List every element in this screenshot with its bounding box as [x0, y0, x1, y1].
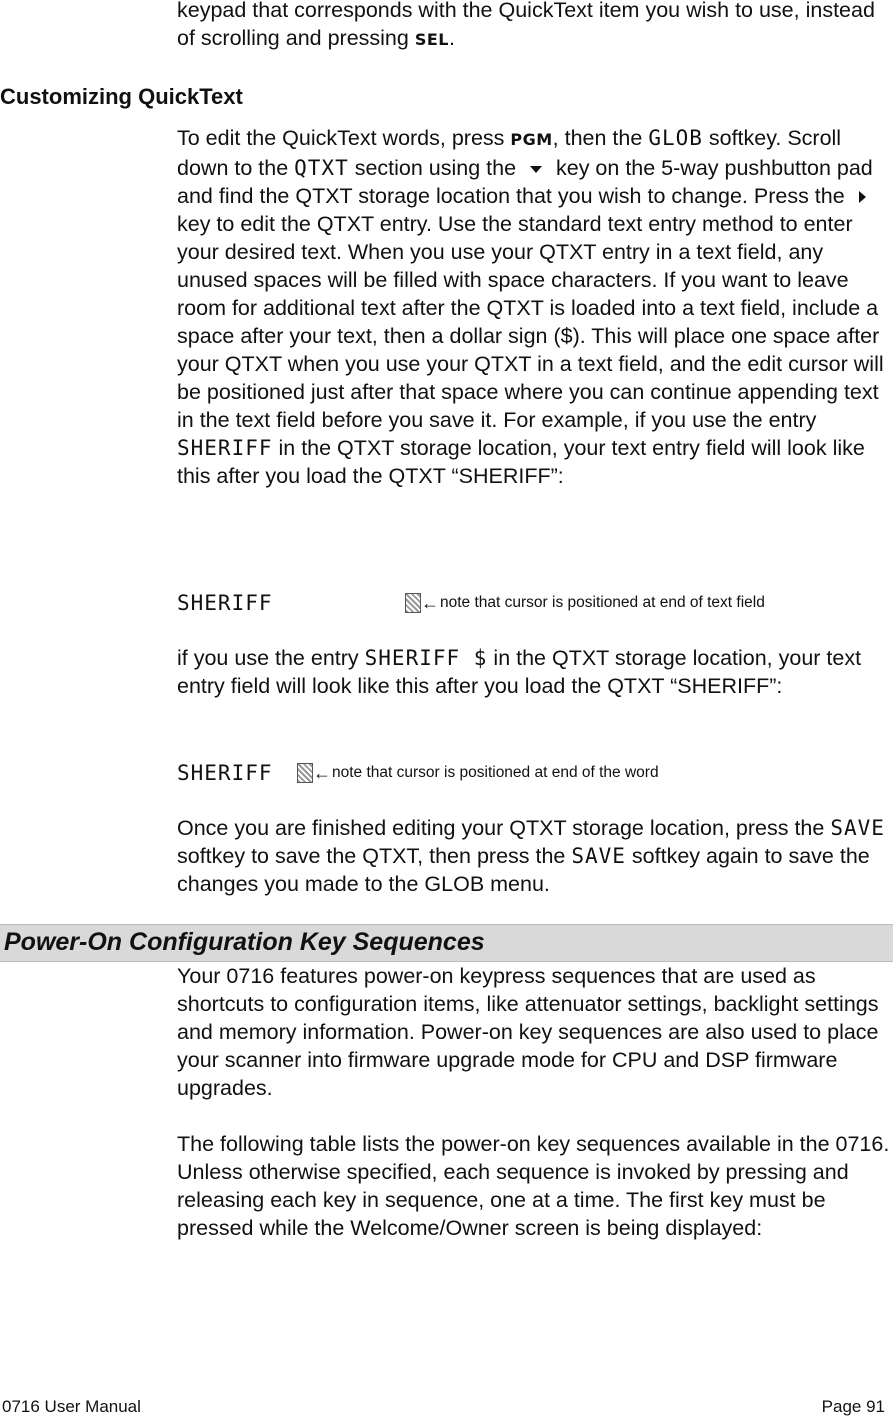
cursor-block-icon — [297, 763, 313, 783]
sheriff-dollar-lcd-label: SHERIFF $ — [364, 646, 488, 670]
cursor-block-icon — [405, 593, 421, 613]
text-run: key on the 5-way pushbutton pad and find the QTXT storage location that you wish to change. Press the — [177, 156, 873, 208]
example-1-lcd-text: SHERIFF — [177, 591, 273, 615]
footer-page-number: Page 91 — [821, 1397, 885, 1416]
glob-lcd-label: GLOB — [648, 126, 703, 150]
power-on-paragraph-2: The following table lists the power-on key sequences available in the 0716. Unless otherwise specified, each sequence is invoked by pressing and releasing each key in sequence, one at a time. The first key must be pressed while the Welcome/Owner screen is being displayed: — [177, 1132, 890, 1240]
left-arrow-icon: ← — [421, 592, 439, 613]
text-run: To edit the QuickText words, press — [177, 126, 511, 150]
text-run: softkey to save the QTXT, then press the — [177, 844, 572, 868]
section-heading-bar — [0, 924, 893, 962]
text-run: key to edit the QTXT entry. Use the standard text entry method to enter your desired text. When you use your QTXT entry in a text field, any unused spaces will be filled with space characters. If you want to leave room for additional text after the QTXT is loaded into a text field, include a space after your text, then a dollar sign ($). This will place one space after your QTXT when you use your QTXT in a text field, and the edit cursor will be positioned just after that space where you can continue appending text in the text field before you save it. For example, if you use the entry — [177, 212, 884, 432]
example-2-lcd-text: SHERIFF — [177, 761, 273, 785]
text-run: , then the — [552, 126, 649, 150]
text-run: Once you are finished editing your QTXT storage location, press the — [177, 816, 831, 840]
pgm-key-label: PGM — [510, 130, 553, 149]
sheriff-lcd-label: SHERIFF — [177, 436, 273, 460]
example-1-note: note that cursor is positioned at end of text field — [440, 594, 765, 611]
text-run: in the QTXT storage location, your text entry field will look like this after you load the QTXT “SHERIFF”: — [177, 646, 862, 698]
example-2-note: note that cursor is positioned at end of the word — [332, 764, 659, 781]
left-arrow-icon: ← — [313, 762, 331, 783]
intro-paragraph — [177, 0, 893, 54]
customizing-paragraph-1 — [177, 124, 893, 490]
customizing-paragraph-2 — [177, 644, 893, 700]
customizing-quicktext-heading: Customizing QuickText — [0, 84, 243, 109]
power-on-heading: Power-On Configuration Key Sequences — [4, 928, 485, 956]
qtxt-lcd-label: QTXT — [294, 156, 349, 180]
text-run: softkey. Scroll down to the — [177, 126, 842, 180]
sel-key-label: SEL — [414, 30, 449, 49]
text-run: section using the — [348, 156, 523, 180]
intro-text: keypad that corresponds with the QuickText item you wish to use, instead of scrolling and pressing — [177, 0, 875, 50]
example-text-field-2 — [177, 758, 659, 788]
footer-manual-title: 0716 User Manual — [2, 1397, 141, 1416]
right-arrow-icon — [859, 191, 866, 203]
customizing-paragraph-3 — [177, 814, 893, 898]
text-run: if you use the entry — [177, 646, 365, 670]
power-on-paragraph-1: Your 0716 features power-on keypress sequences that are used as shortcuts to configuration items, like attenuator settings, backlight settings and memory information. Power-on key sequences are also used to place your scanner into firmware upgrade mode for CPU and DSP firmware upgrades. — [177, 964, 879, 1100]
down-arrow-icon — [530, 166, 542, 173]
text-run: in the QTXT storage location, your text entry field will look like this after you load the QTXT “SHERIFF”: — [177, 436, 865, 488]
example-text-field-1 — [177, 588, 765, 618]
text-run: softkey again to save the changes you made to the GLOB menu. — [177, 844, 870, 896]
save-lcd-label: SAVE — [571, 844, 626, 868]
intro-period: . — [448, 26, 455, 50]
save-lcd-label: SAVE — [830, 816, 885, 840]
